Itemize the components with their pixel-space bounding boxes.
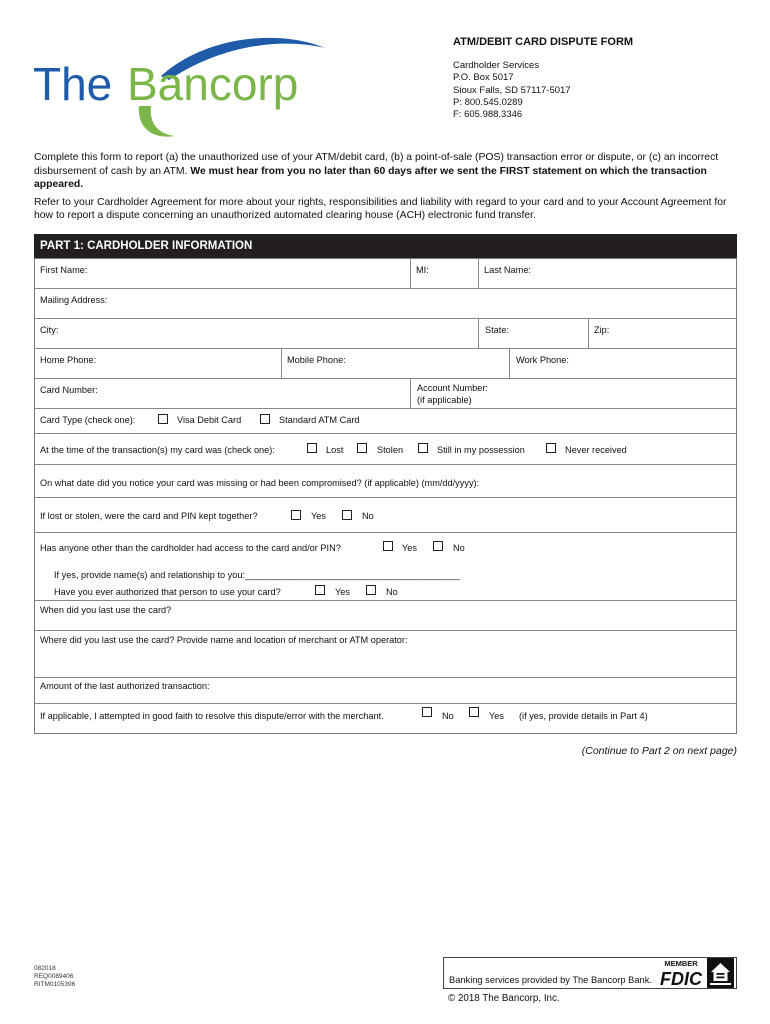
standard-atm-label: Standard ATM Card (279, 415, 360, 425)
address-fax: F: 605.988.3346 (453, 109, 523, 121)
good-faith-no-checkbox[interactable] (422, 707, 432, 717)
good-faith-yes-label: Yes (489, 711, 504, 721)
fdic-logo (657, 958, 705, 988)
stolen-checkbox[interactable] (357, 443, 367, 453)
work-phone-label: Work Phone: (516, 355, 569, 365)
intro-p1-bold: We must hear from you no later than 60 days after we sent the FIRST statement on which the transaction appeared. (34, 165, 707, 190)
pin-kept-yes-checkbox[interactable] (291, 510, 301, 520)
intro-paragraph-1 (34, 151, 739, 192)
equal-housing-lender-icon (707, 958, 734, 988)
card-status-question: At the time of the transaction(s) my card was (check one): (40, 445, 275, 455)
authorized-no-label: No (386, 587, 398, 597)
state-label: State: (485, 325, 510, 335)
form-title: ATM/DEBIT CARD DISPUTE FORM (453, 36, 634, 48)
good-faith-yes-checkbox[interactable] (469, 707, 479, 717)
address-block (453, 60, 571, 121)
fdic-member-text: MEMBER (664, 959, 698, 968)
account-number-label: Account Number: (417, 383, 488, 393)
card-type-label: Card Type (check one): (40, 415, 136, 425)
in-possession-checkbox[interactable] (418, 443, 428, 453)
good-faith-question: If applicable, I attempted in good faith to resolve this dispute/error with the merchant. (40, 711, 384, 721)
account-number-note: (if applicable) (417, 395, 472, 405)
bancorp-logo (33, 36, 333, 144)
visa-debit-checkbox[interactable] (158, 414, 168, 424)
card-number-label: Card Number: (40, 385, 98, 395)
copyright: © 2018 The Bancorp, Inc. (448, 993, 560, 1004)
intro-text (34, 151, 739, 227)
in-possession-label: Still in my possession (437, 445, 525, 455)
form-codes (34, 965, 75, 989)
standard-atm-checkbox[interactable] (260, 414, 270, 424)
banking-services-text: Banking services provided by The Bancorp Bank. (449, 975, 652, 985)
authorized-yes-label: Yes (335, 587, 350, 597)
address-phone: P: 800.545.0289 (453, 96, 523, 108)
code-ritm: RITM0105396 (34, 981, 76, 988)
code-req: REQ0089406 (34, 973, 74, 980)
authorized-question: Have you ever authorized that person to use your card? (54, 587, 281, 597)
address-line3: Sioux Falls, SD 57117-5017 (453, 84, 571, 96)
pin-kept-no-checkbox[interactable] (342, 510, 352, 520)
lost-checkbox[interactable] (307, 443, 317, 453)
authorized-no-checkbox[interactable] (366, 585, 376, 595)
pin-kept-no-label: No (362, 511, 374, 521)
first-name-label: First Name: (40, 265, 88, 275)
mobile-phone-label: Mobile Phone: (287, 355, 346, 365)
last-use-question: When did you last use the card? (40, 605, 172, 615)
where-last-question: Where did you last use the card? Provide name and location of merchant or ATM operator: (40, 635, 408, 645)
mi-label: MI: (416, 265, 429, 275)
address-line2: P.O. Box 5017 (453, 72, 514, 84)
continue-note: (Continue to Part 2 on next page) (581, 745, 737, 757)
never-received-label: Never received (565, 445, 627, 455)
good-faith-no-label: No (442, 711, 454, 721)
visa-debit-label: Visa Debit Card (177, 415, 242, 425)
access-no-checkbox[interactable] (433, 541, 443, 551)
city-label: City: (40, 325, 59, 335)
missing-date-question: On what date did you notice your card was missing or had been compromised? (if applicable) (mm/dd/yyyy): (40, 478, 480, 488)
last-name-label: Last Name: (484, 265, 531, 275)
code-date: 082018 (34, 965, 56, 972)
part1-header: PART 1: CARDHOLDER INFORMATION (34, 234, 737, 258)
address-line1: Cardholder Services (453, 60, 540, 71)
zip-label: Zip: (594, 325, 610, 335)
amount-last-question: Amount of the last authorized transaction: (40, 681, 210, 691)
lost-label: Lost (326, 445, 344, 455)
cardholder-info-grid (34, 258, 737, 734)
part4-note: (if yes, provide details in Part 4) (519, 711, 648, 721)
intro-p1-normal: Complete this form to report (a) the unauthorized use of your ATM/debit card, (b) a point-of-sale (POS) transaction error or dispute, or (c) an incorrect disbursement of cash by an ATM. (34, 152, 719, 177)
authorized-yes-checkbox[interactable] (315, 585, 325, 595)
never-received-checkbox[interactable] (546, 443, 556, 453)
mailing-address-label: Mailing Address: (40, 295, 108, 305)
access-question: Has anyone other than the cardholder had access to the card and/or PIN? (40, 543, 341, 553)
pin-kept-question: If lost or stolen, were the card and PIN kept together? (40, 511, 258, 521)
home-phone-label: Home Phone: (40, 355, 97, 365)
names-relationship-line[interactable]: If yes, provide name(s) and relationship to you:__________________________________________ (54, 570, 460, 580)
access-no-label: No (453, 543, 465, 553)
intro-paragraph-2: Refer to your Cardholder Agreement for more about your rights, responsibilities and liability with regard to your card and to your Account Agreement for how to report a dispute concerning an unauthorized automated clearing house (ACH) electronic fund transfer. (34, 196, 727, 221)
access-yes-label: Yes (402, 543, 417, 553)
pin-kept-yes-label: Yes (311, 511, 326, 521)
fdic-text: FDIC (660, 969, 702, 988)
access-yes-checkbox[interactable] (383, 541, 393, 551)
logo-the-text: The (33, 58, 113, 110)
stolen-label: Stolen (377, 445, 404, 455)
logo-bancorp-text: Bancorp (127, 58, 299, 110)
